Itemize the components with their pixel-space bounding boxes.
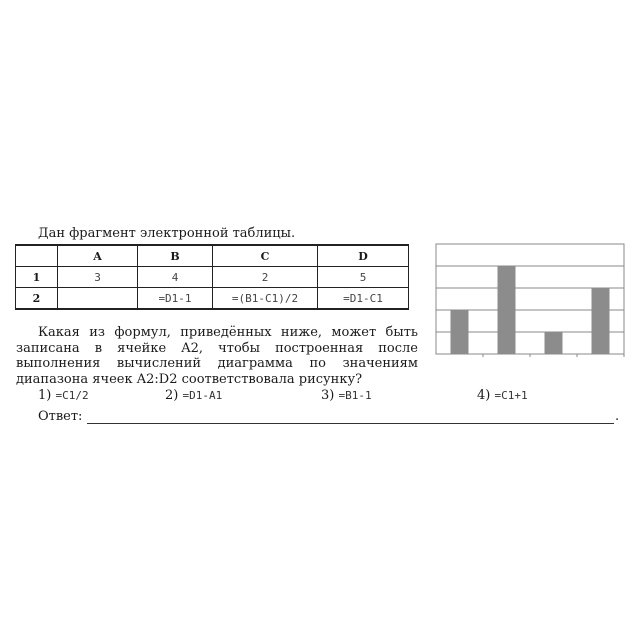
spreadsheet-fragment	[15, 244, 409, 310]
cell-a2	[58, 288, 138, 310]
cell-b1: 4	[138, 267, 213, 288]
column-header-b: B	[138, 245, 213, 267]
column-header-a: A	[58, 245, 138, 267]
column-header-d: D	[318, 245, 409, 267]
bar-chart	[426, 240, 626, 358]
option-3-formula: =B1-1	[338, 389, 372, 402]
bar-1	[451, 310, 469, 354]
intro-text: Дан фрагмент электронной таблицы.	[38, 226, 296, 241]
option-3-number: 3)	[321, 388, 335, 403]
cell-c2: =(B1-C1)/2	[213, 288, 318, 310]
option-1-number: 1)	[38, 388, 52, 403]
answer-field[interactable]	[87, 423, 614, 424]
option-4	[477, 388, 528, 403]
cell-b2: =D1-1	[138, 288, 213, 310]
option-2-formula: =D1-A1	[182, 389, 223, 402]
option-1	[38, 388, 89, 403]
option-2	[165, 388, 222, 403]
table-row	[16, 267, 409, 288]
bar-3	[545, 332, 563, 354]
row-header-1: 1	[16, 267, 58, 288]
cell-d2: =D1-C1	[318, 288, 409, 310]
option-3	[321, 388, 372, 403]
column-header-c: C	[213, 245, 318, 267]
cell-d1: 5	[318, 267, 409, 288]
option-1-formula: =C1/2	[55, 389, 89, 402]
bar-4	[592, 288, 610, 354]
row-header-2: 2	[16, 288, 58, 310]
option-4-formula: =C1+1	[494, 389, 528, 402]
table-row	[16, 288, 409, 310]
corner-cell	[16, 245, 58, 267]
answer-options	[0, 388, 640, 406]
option-4-number: 4)	[477, 388, 491, 403]
answer-period: .	[615, 409, 620, 424]
question-body: Какая из формул, приведённых ниже, может быть записана в ячейке A2, чтобы построенная после выполнения вычислений диаграмма по значениям диапазона ячеек A2:D2 соответствовала рисунку?	[16, 325, 418, 387]
bar-2	[498, 266, 516, 354]
cell-a1: 3	[58, 267, 138, 288]
question-text	[16, 325, 418, 387]
header-row	[16, 245, 409, 267]
option-2-number: 2)	[165, 388, 179, 403]
answer-label: Ответ:	[38, 409, 83, 424]
cell-c1: 2	[213, 267, 318, 288]
